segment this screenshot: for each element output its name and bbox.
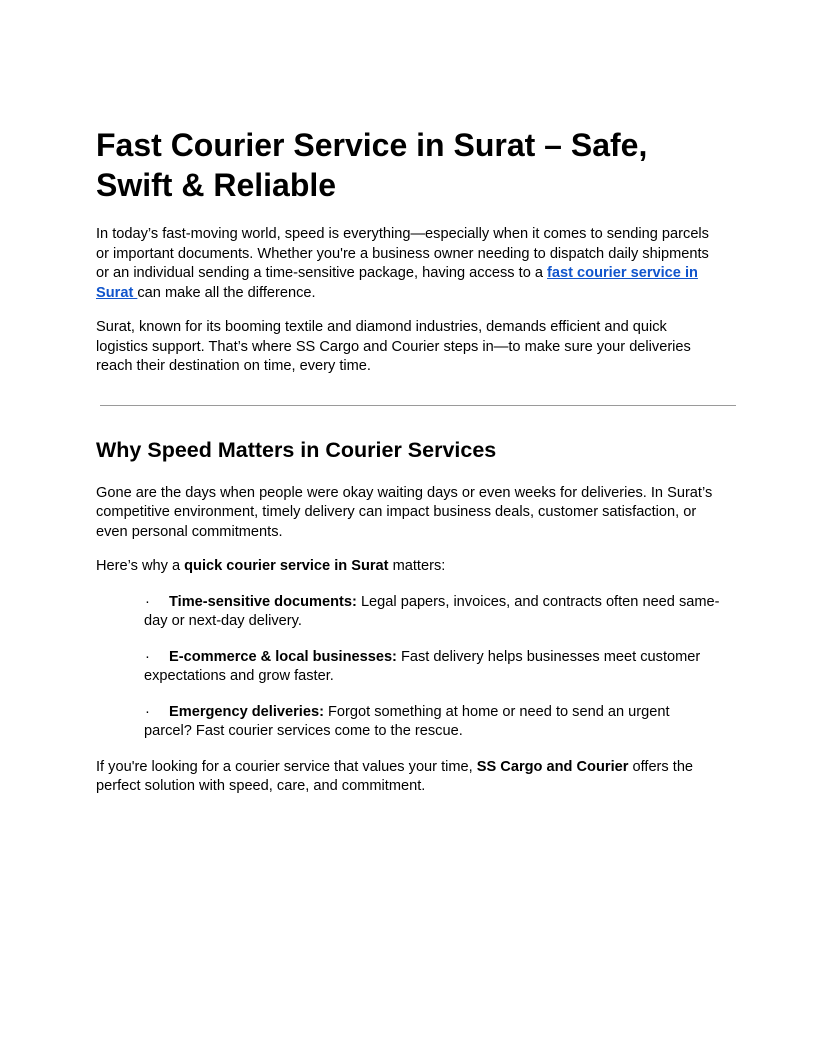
heres-why-paragraph	[96, 557, 720, 577]
bullet-bold-label: Time-sensitive documents:	[169, 593, 357, 610]
bullet-marker: ·	[145, 593, 150, 610]
bullet-text: Forgot something at home or need to send an urgent parcel? Fast courier services come to the rescue.	[144, 703, 670, 739]
bullet-list	[96, 593, 720, 742]
section-heading: Why Speed Matters in Courier Services	[96, 437, 497, 462]
bullet-bold-label: E-commerce & local businesses:	[169, 648, 397, 665]
closing-bold: SS Cargo and Courier	[476, 758, 629, 775]
bullet-text: Fast delivery helps businesses meet customer expectations and grow faster.	[144, 648, 701, 684]
intro-paragraph	[96, 225, 720, 303]
heres-why-after: matters:	[388, 558, 446, 574]
surat-paragraph: Surat, known for its booming textile and diamond industries, demands efficient and quick logistics support. That’s where SS Cargo and Courier steps in—to make sure your deliveries reach their destination on time, every time.	[96, 319, 691, 374]
page-title: Fast Courier Service in Surat – Safe, Swift & Reliable	[96, 127, 648, 203]
intro-text-before-link: In today’s fast-moving world, speed is everything—especially when it comes to sending parcels or important documents. Whether you're a business owner needing to dispatch daily shipments or an individual sending a time-sensitive package, having access to a	[96, 226, 709, 281]
closing-after: offers the perfect solution with speed, care, and commitment.	[96, 758, 694, 794]
bullet-marker: ·	[145, 703, 150, 720]
list-item	[144, 648, 720, 687]
list-item	[144, 703, 720, 742]
closing-before: If you're looking for a courier service that values your time,	[96, 758, 477, 775]
heres-why-before: Here’s why a	[96, 558, 185, 574]
horizontal-divider	[100, 405, 736, 406]
closing-paragraph	[96, 758, 720, 797]
bullet-bold-label: Emergency deliveries:	[169, 703, 324, 720]
bullet-marker: ·	[145, 648, 150, 665]
bullet-text: Legal papers, invoices, and contracts often need same-day or next-day delivery.	[144, 593, 720, 629]
intro-text-after-link: can make all the difference.	[137, 284, 316, 301]
fast-courier-link[interactable]: fast courier service in Surat	[96, 265, 698, 301]
gone-paragraph: Gone are the days when people were okay waiting days or even weeks for deliveries. In Surat’s competitive environment, timely delivery can impact business deals, customer satisfaction, or even personal commitments.	[96, 484, 713, 540]
heres-why-bold: quick courier service in Surat	[184, 558, 389, 574]
list-item	[144, 593, 720, 632]
document-body	[96, 123, 720, 797]
